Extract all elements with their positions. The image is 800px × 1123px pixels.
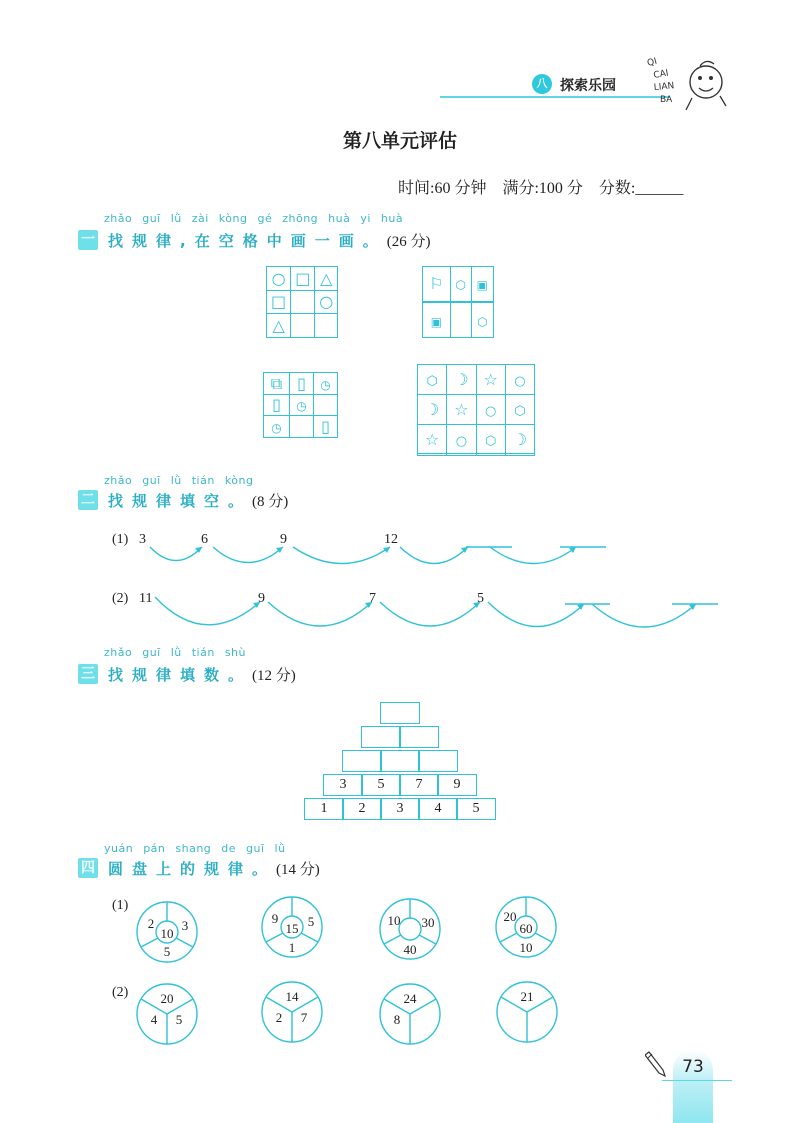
section-4-score: (14 分) [276,862,320,878]
disc-value: 15 [285,921,299,936]
disc-value: 60 [519,921,533,936]
moon-icon: ☽ [424,399,440,419]
sequence-2-value: 9 [258,591,265,606]
triangle-icon: △ [320,268,333,288]
star-icon: ☆ [454,399,469,419]
sequence-1-value: 3 [139,532,146,547]
disc-value: 21 [520,989,534,1004]
clock-icon: ◷ [320,377,331,392]
circle-icon: ○ [484,403,497,419]
sequence-2-label: (2) [112,591,129,606]
hexagon-icon: ⬡ [426,373,438,389]
cylinder-icon: ▯ [297,373,306,393]
score-field: 分数:______ [598,180,684,197]
disc-value: 24 [403,991,417,1006]
clock-icon: ◷ [296,399,307,414]
disc-value: 20 [160,991,174,1006]
section-2-tag: 二 [78,490,98,510]
sequence-1-value: 12 [384,532,398,547]
disc-value: 2 [275,1010,283,1025]
pyramid-cell: 4 [418,798,458,820]
section-1-score: (26 分) [386,234,431,250]
sequence-1-label: (1) [112,532,129,547]
section-4-pinyin: yuán pán shang de guī lǜ [104,842,286,855]
section-3-score: (12 分) [252,668,296,684]
section-1-title: 找规律,在空格中画一画。 [108,232,387,250]
square-icon: □ [271,292,287,312]
disc-value: 1 [288,940,296,955]
pyramid-cell: 9 [437,774,477,796]
pyramid-cell: 5 [361,774,401,796]
page-rule [662,1080,732,1081]
section-3-pinyin: zhǎo guī lǜ tián shù [104,646,246,659]
disc-value: 14 [285,989,299,1004]
moon-icon: ☽ [512,429,528,449]
pyramid-cell: 7 [399,774,439,796]
section-3-tag: 三 [78,664,98,684]
disc-value: 4 [150,1012,158,1027]
moon-icon: ☽ [454,369,469,389]
full-score: 满分:100 分 [502,180,583,197]
pyramid-cell: 3 [380,798,420,820]
section-2-score: (8 分) [252,494,289,510]
section-4-title: 圆盘上的规律。 [108,860,277,878]
cylinder-icon: ▯ [272,395,281,415]
discs-row-1-label: (1) [112,898,129,913]
disc-value: 3 [181,918,189,933]
unit-badge: 八 [532,74,552,94]
sequence-1-value: 6 [201,532,208,547]
circle-icon: ○ [319,292,334,312]
star-icon: ☆ [424,429,440,449]
circle-icon: ○ [455,433,468,449]
disc-value: 10 [387,913,401,928]
disc-value: 9 [271,911,279,926]
disc-value: 5 [307,914,315,929]
section-4-tag: 四 [78,858,98,878]
pyramid-cell: 3 [323,774,363,796]
section-3-title: 找规律填数。 [108,666,253,684]
hexagon-icon: ⬡ [477,314,488,329]
square-icon: □ [295,268,311,288]
disc-value: 10 [519,940,533,955]
disc-value: 2 [147,916,155,931]
cube-icon: ⧉ [270,373,283,393]
circle-icon: ○ [514,373,526,389]
svg-text:BA: BA [660,95,673,105]
star-icon: ☆ [483,369,498,389]
disc-value: 20 [503,909,517,924]
pyramid-cell: 1 [304,798,344,820]
disc-value: 8 [393,1012,401,1027]
disc-value: 10 [160,926,174,941]
flag-icon: ⚐ [429,274,444,294]
time-limit: 时间:60 分钟 [398,180,487,197]
page-number: 73 [682,1057,704,1077]
clock-icon: ◷ [271,421,282,436]
pyramid-cell: 2 [342,798,382,820]
svg-text:QI: QI [646,56,659,69]
disc-value: 7 [300,1010,308,1025]
section-1-pinyin: zhǎo guī lǜ zài kòng gé zhōng huà yi huà [104,212,404,225]
sequence-2-value: 11 [139,591,153,606]
disc-value: 30 [421,915,435,930]
hexagon-icon: ⬡ [484,433,497,449]
sequence-2-value: 5 [477,591,484,606]
pyramid-cell: 5 [456,798,496,820]
square-dot-icon: ▣ [476,278,488,293]
section-2-pinyin: zhǎo guī lǜ tián kòng [104,474,254,487]
section-2-title: 找规律填空。 [108,492,253,510]
square-dot-icon: ▣ [430,314,443,329]
header-title: 探索乐园 [560,78,616,94]
hexagon-icon: ⬡ [455,278,466,293]
svg-text:LIAN: LIAN [653,81,675,93]
disc-value: 5 [175,1012,183,1027]
svg-text:CAI: CAI [652,68,670,81]
section-1-tag: 一 [78,230,98,250]
pencil-icon [645,1048,669,1082]
disc-value: 5 [163,944,171,959]
triangle-icon: △ [272,316,285,336]
sequence-1-value: 9 [280,532,287,547]
discs-row-2-label: (2) [112,985,129,1000]
page-title: 第八单元评估 [342,130,457,152]
disc-value: 40 [403,942,417,957]
cylinder-icon: ▯ [321,417,330,437]
circle-icon: ○ [271,268,286,288]
hexagon-icon: ⬡ [514,403,526,419]
sequence-2-value: 7 [369,591,376,606]
